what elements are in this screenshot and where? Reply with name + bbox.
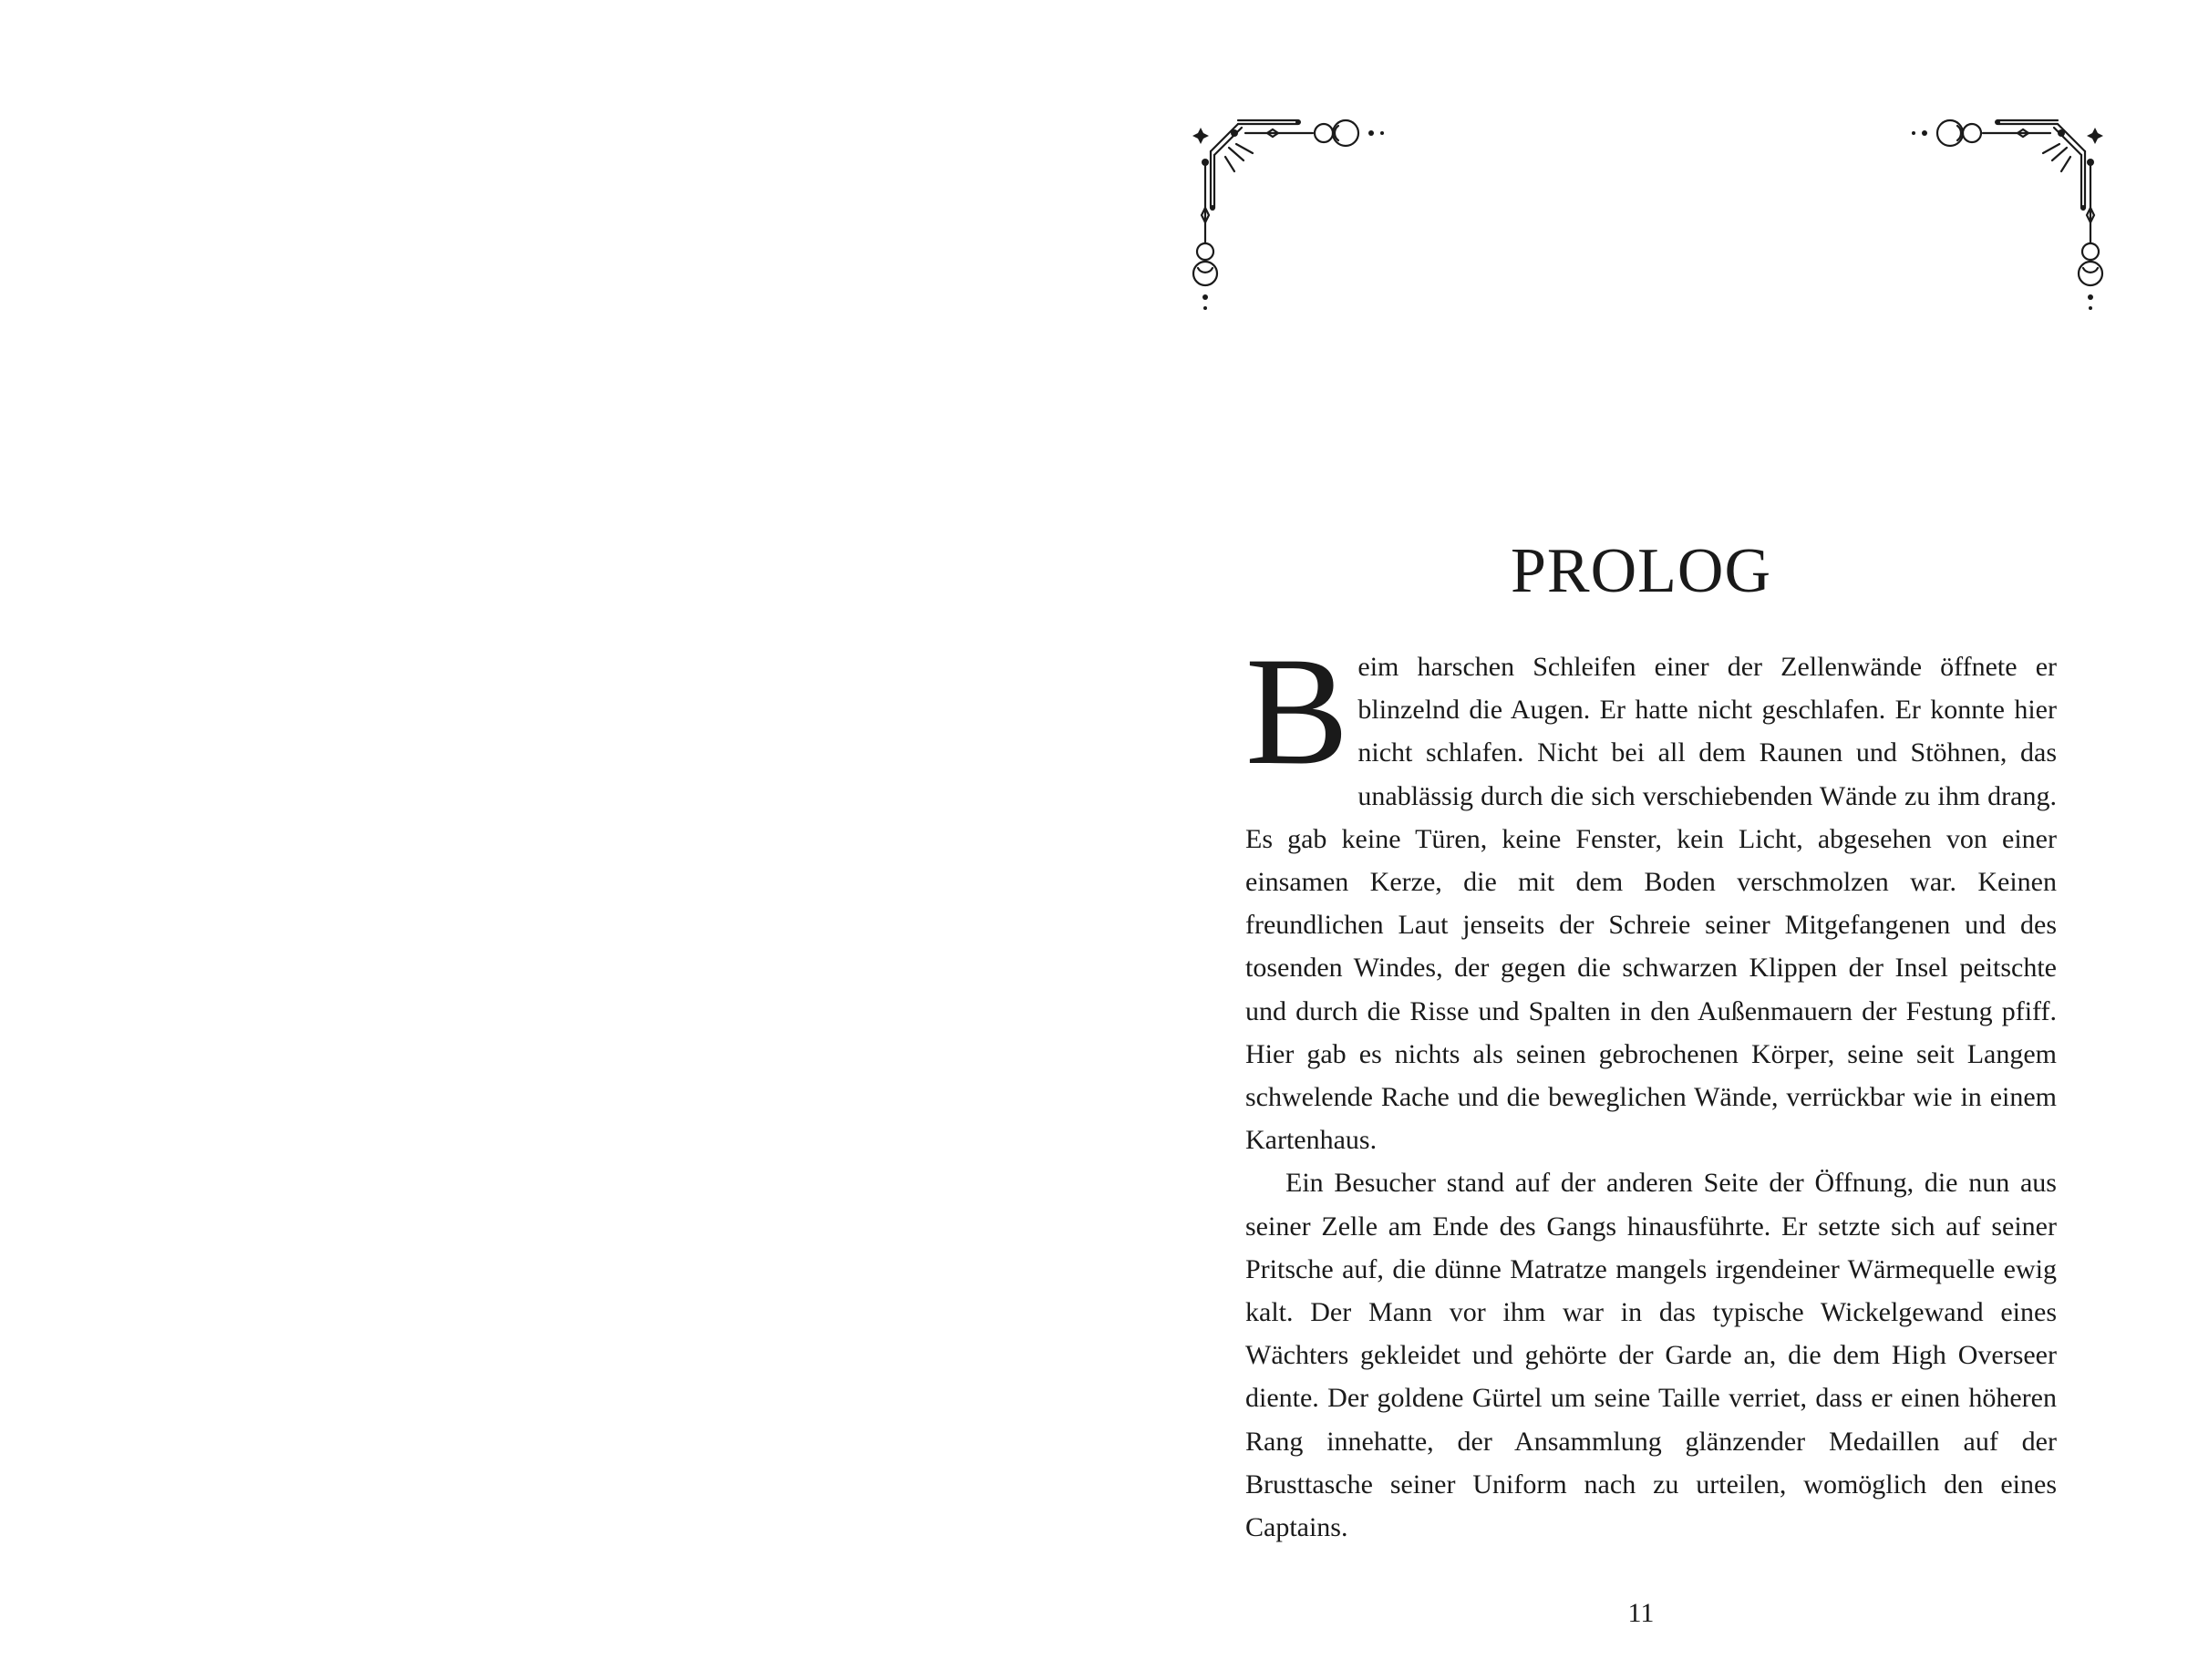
page-number: 11 — [1627, 1598, 1655, 1628]
paragraph-1 — [1245, 625, 2057, 1161]
celestial-corner-ornament-icon — [1185, 108, 1404, 317]
drop-cap: B — [1245, 625, 1349, 797]
paragraph-2: Ein Besucher stand auf der anderen Seite der Öffnung, die nun aus seiner Zelle am Ende des Gangs hinausführte. Er setzte sich auf seiner Pritsche auf, die dünne Matratze mangels irgendeiner Wärmequelle ewig kalt. Der Mann vor ihm war in das typische Wickelgewand eines Wächters gekleidet und gehörte der Garde an, die dem High Overseer diente. Der goldene Gürtel um seine Taille verriet, dass er einen höheren Rang innehatte, der Ansammlung glänzender Medaillen auf der Brusttasche seiner Uniform nach zu urteilen, womöglich den eines Captains. — [1245, 1168, 2057, 1543]
chapter-body — [1245, 625, 2057, 1549]
chapter-title: PROLOG — [1510, 535, 1772, 606]
paragraph-1-text: eim harschen Schleifen einer der Zellenwände öffnete er blinzelnd die Augen. Er hatte nicht geschlafen. Er konnte hier nicht schlafen. Nicht bei all dem Raunen und Stöhnen, das unablässig durch die sich verschiebenden Wände zu ihm drang. Es gab keine Türen, keine Fenster, kein Licht, abgesehen von einer einsamen Kerze, die mit dem Boden verschmolzen war. Keinen freundlichen Laut jenseits der Schreie seiner Mitgefangenen und des tosenden Windes, der gegen die schwarzen Klippen der Insel peitschte und durch die Risse und Spalten in den Außenmauern der Festung pfiff. Hier gab es nichts als seinen gebrochenen Körper, seine seit Langem schwelende Rache und die beweglichen Wände, verrückbar wie in einem Kartenhaus. — [1245, 652, 2057, 1156]
celestial-corner-ornament-icon — [1892, 108, 2111, 317]
